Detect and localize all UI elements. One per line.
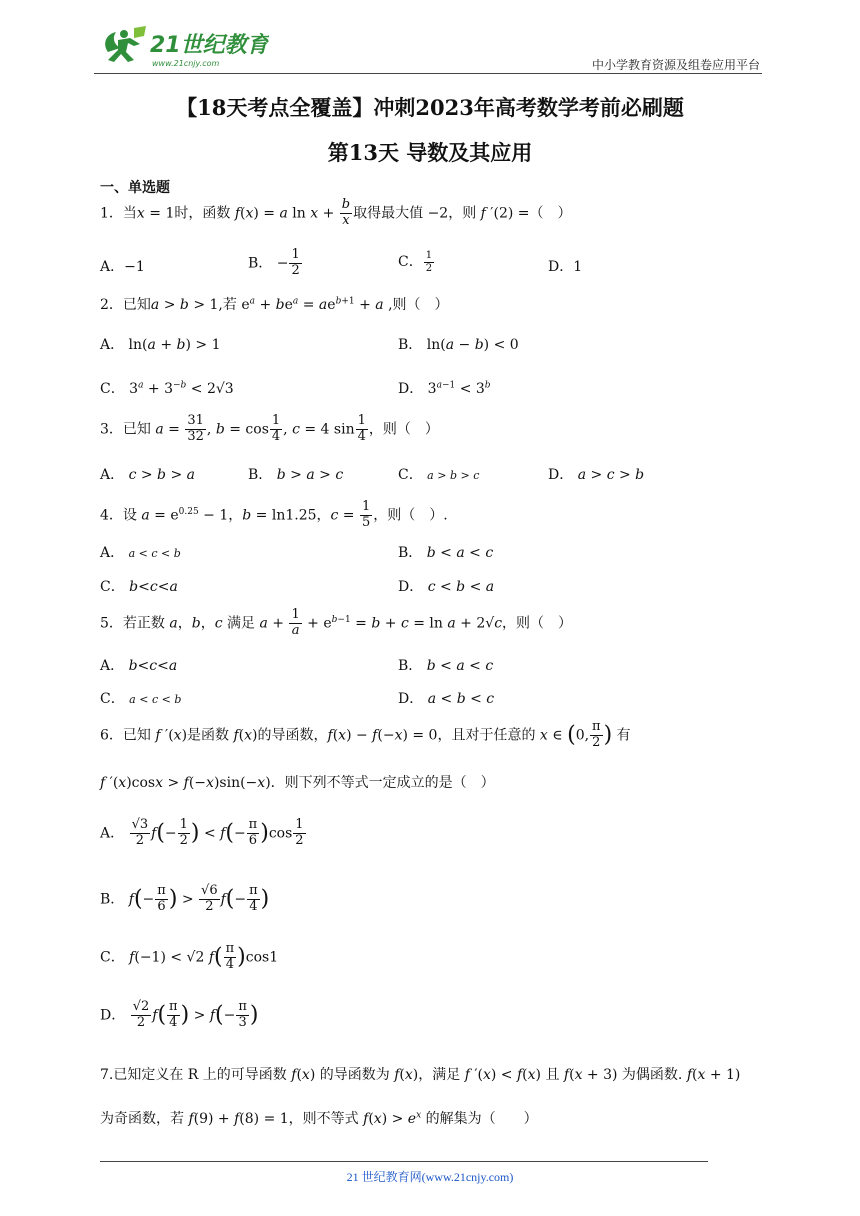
question-7-cont: 为奇函数，若 f(9) + f(8) = 1，则不等式 $f(x) > e^x$ 的解集为（ ） (100, 1110, 538, 1127)
question-3: 3．已知 a = $\frac{31}{32}$ , b = cos $\frac{1}{4}$ , c = 4 sin $\frac{1}{4}$ ，则（ ） (100, 413, 439, 444)
header-divider (94, 73, 762, 74)
question-7: 7.已知定义在 R 上的可导函数 f(x) 的导函数为 f(x)，满足 f ′(x) < f(x) 且 f(x + 3) 为偶函数. f(x + 1) (100, 1067, 741, 1083)
q3-option-d: D． a > c > b (548, 467, 645, 483)
question-1: 1．当x = 1时，函数 f(x) = a ln x + $\frac{b}{x}$ 取得最大值 −2，则 f ′(2) =（ ） (100, 197, 572, 228)
q1-option-a: A．−1 (100, 259, 145, 275)
q5-option-b: B． b < a < c (398, 658, 494, 674)
q3-option-c: C． a > b > c (398, 467, 480, 483)
q2-option-a: A． ln(a + b) > 1 (100, 337, 221, 353)
header-platform-text: 中小学教育资源及组卷应用平台 (591, 58, 760, 72)
section-heading: 一、单选题 (100, 180, 170, 196)
site-logo (94, 22, 269, 70)
q3-option-a: A． c > b > a (100, 467, 196, 483)
svg-text:www.21cnjy.com: www.21cnjy.com (152, 59, 220, 68)
q6-option-c: C． f(−1) < √2 f( $\frac{\pi}{4}$ )cos1 (100, 941, 279, 972)
question-6: 6．已知 f ′(x)是函数 f(x)的导函数，f(x) − f(−x) = 0，且对于任意的 x ∈ (0, $\frac{\pi}{2}$ ) 有 (100, 719, 631, 750)
q2-option-d: D． $3^{a-1} < 3^b$ (398, 380, 491, 397)
q1-option-c: C． $\frac{1}{2}$ (398, 250, 433, 274)
q6-option-b: B． f(− $\frac{\pi}{6}$ ) > $\frac{√6}{2}$ f(− $\frac{\pi}{4}$ ) (100, 883, 270, 914)
svg-text:21世纪教育: 21世纪教育 (150, 33, 269, 58)
page-subtitle: 第13天 导数及其应用 (327, 140, 533, 165)
question-6-cont: f ′(x)cosx > f(−x)sin(−x)．则下列不等式一定成立的是（ ） (100, 775, 495, 791)
q5-option-c: C． a < c < b (100, 691, 182, 707)
q6-option-a: A． $\frac{√3}{2}$ f(− $\frac{1}{2}$ ) < f(− $\frac{\pi}{6}$ )cos $\frac{1}{2}$ (100, 817, 304, 848)
q1-option-b: B． − $\frac{1}{2}$ (248, 247, 300, 278)
q2-option-b: B． ln(a − b) < 0 (398, 337, 519, 353)
q4-option-b: B． b < a < c (398, 545, 494, 561)
question-4: 4．设 $a = e^{0.25} - 1$，b = ln1.25，c = $\frac{1}{5}$ ，则（ ）. (100, 499, 448, 530)
footer-text: 21 世纪教育网(www.21cnjy.com) (346, 1170, 514, 1184)
page-title: 【18天考点全覆盖】冲刺2023年高考数学考前必刷题 (176, 95, 684, 120)
q5-option-a: A． b<c<a (100, 658, 178, 674)
question-5: 5．若正数 a，b，c 满足 a + $\frac{1}{a}$ + $e^{b-1} = b + c = \ln a + 2√c$，则（ ） (100, 607, 573, 638)
q2-option-c: C． $3^a + 3^{-b} < 2√3$ (100, 380, 234, 397)
q5-option-d: D． a < b < c (398, 691, 495, 707)
q3-option-b: B． b > a > c (248, 467, 344, 483)
q6-option-d: D． $\frac{√2}{2}$ f( $\frac{\pi}{4}$ ) > f(− $\frac{\pi}{3}$ ) (100, 999, 259, 1030)
q4-option-a: A． a < c < b (100, 545, 181, 561)
question-2: 2．已知a > b > 1,若 $e^a + be^a = ae^{b+1} + a$ ,则（ ） (100, 296, 449, 313)
q1-option-d: D．1 (548, 259, 583, 275)
footer-divider (100, 1161, 708, 1162)
q4-option-c: C． b<c<a (100, 579, 178, 595)
q4-option-d: D． c < b < a (398, 579, 495, 595)
